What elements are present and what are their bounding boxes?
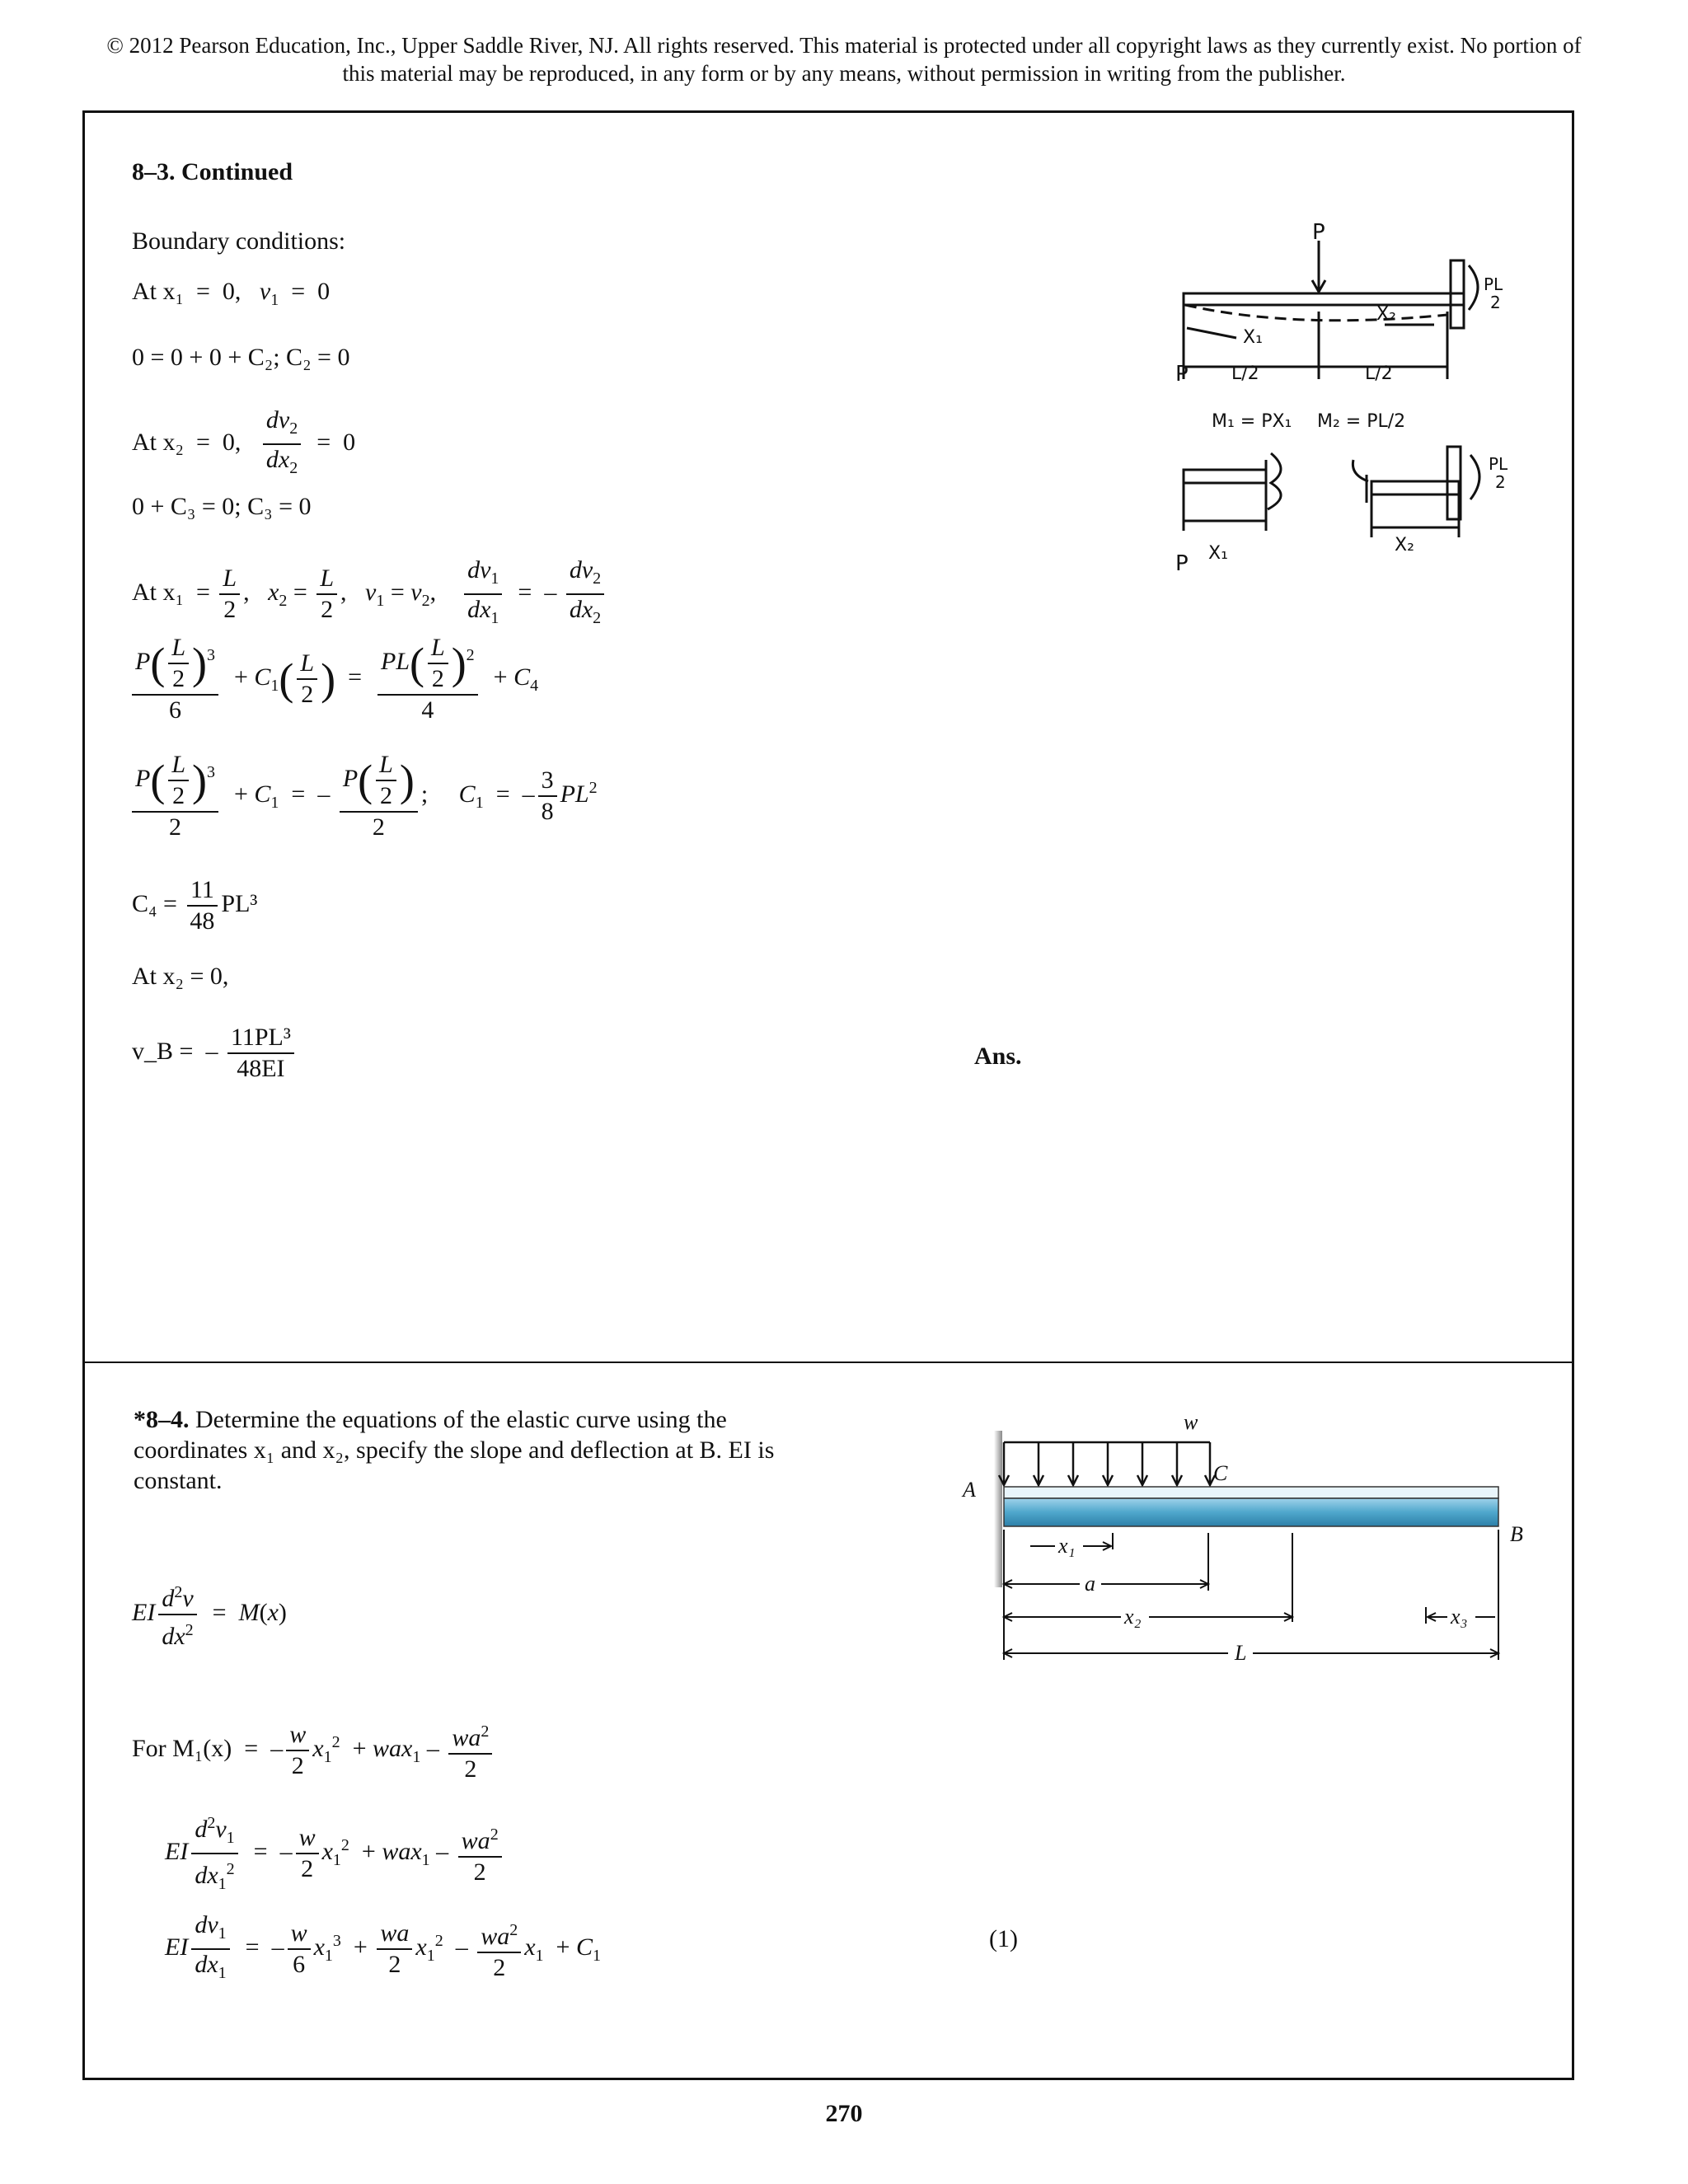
for-m1-label: For M₁(x) <box>132 1734 232 1762</box>
c3-equation: 0 + C₃ = 0; C₃ = 0 <box>132 493 312 520</box>
moment-m1-equation: For M₁(x) = – $\frac{w}{2}$ $x_1^2 + wax_1$ – $\frac{wa^2}{2}$ <box>132 1718 495 1783</box>
sketch-p-top: P <box>1312 223 1325 245</box>
sketch-x1-lower: X₁ <box>1208 543 1228 564</box>
c4-result <box>132 877 257 935</box>
beam-figure <box>948 1401 1550 1673</box>
bc4-equation: At x₂ = 0, <box>132 963 229 990</box>
c4-numerator: 11 <box>187 877 218 907</box>
vb-numerator: 11PL³ <box>227 1024 294 1054</box>
sketch-pl-den-lower: 2 <box>1495 472 1506 492</box>
beam <box>1004 1498 1498 1526</box>
copyright-notice: © 2012 Pearson Education, Inc., Upper Saddle River, NJ. All rights reserved. This material is protected under all copyright laws as they currently exist. No portion of this material may be reproduced, in any form or by any means, without permission in writing from the publisher. <box>106 33 1582 86</box>
label-a-point: A <box>963 1478 976 1502</box>
vb-lhs: v_B = <box>132 1037 194 1065</box>
free-body-sketch <box>1170 223 1558 585</box>
sketch-l2-right: L/2 <box>1365 363 1393 384</box>
elastic-curve-equation: EI $\frac{d^2v}{dx^2}$ = M(x) <box>132 1579 287 1650</box>
sketch-pl-num: PL <box>1484 274 1503 294</box>
continuity-equation-2: P( $\frac{L}{2}$ )$^3$ 2 + $C_1$ = – P( $\frac{L}{2}$ ) 2 ; $C_1$ = – $\frac{3}{8}$ $PL^2$ <box>129 752 598 841</box>
boundary-conditions-label: Boundary conditions: <box>132 227 346 255</box>
problem-number: *8–4. <box>134 1406 190 1433</box>
slope-equation: EI $\frac{dv_1}{dx_1}$ = – $\frac{w}{6}$ $x_1^3$ + $\frac{wa}{2}$ $x_1^2$ – $\frac{wa^2}{2}$ $x_1 + C_1$ <box>165 1911 601 1982</box>
label-c-point: C <box>1213 1461 1228 1485</box>
second-derivative-equation: EI $\frac{d^2v_1}{dx_1^2}$ = – $\frac{w}{2}$ $x_1^2 + wax_1$ – $\frac{wa^2}{2}$ <box>165 1810 505 1897</box>
sketch-m1: M₁ = PX₁ <box>1212 411 1292 432</box>
c4-tail: PL³ <box>221 889 258 917</box>
problem-text: Determine the equations of the elastic curve using the coordinates x₁ and x₂, specify the slope and deflection at B. EI is constant. <box>134 1406 775 1494</box>
bc1-equation: At x₁ = 0, $v_1 = 0$ <box>132 278 331 309</box>
c2-equation: 0 = 0 + 0 + C₂; C₂ = 0 <box>132 344 350 371</box>
sketch-x1: X₁ <box>1243 327 1263 348</box>
vb-result: v_B = – $\frac{\text{11PL³}}{48EI}$ <box>132 1024 298 1082</box>
problem-heading-8-3: 8–3. Continued <box>132 158 293 185</box>
label-l: L <box>1235 1641 1247 1665</box>
label-a-dim: a <box>1085 1572 1095 1596</box>
c4-denominator: 48 <box>190 907 215 935</box>
sketch-p-left2: P <box>1175 551 1189 576</box>
bc3-equation: At x₁ = $\frac{L}{2}$ , $x_2$ = $\frac{L}{2}$ , $v_1 = v_2$, $\frac{dv_1}{dx_1}$ = – $\frac{dv_2}{dx_2}$ <box>132 557 607 631</box>
c4-lhs: C₄ = <box>132 889 177 917</box>
bc2-label: At x₂ <box>132 428 184 456</box>
distributed-load <box>999 1442 1215 1485</box>
sketch-p-left: P <box>1175 362 1189 387</box>
fixed-support <box>994 1431 1002 1587</box>
sketch-pl-den: 2 <box>1490 293 1501 312</box>
sketch-m2: M₂ = PL/2 <box>1317 411 1406 432</box>
sketch-x2: X₂ <box>1376 304 1396 325</box>
bc3-label: At x₁ <box>132 578 184 606</box>
page-number: 270 <box>825 2100 863 2127</box>
sketch-x2-lower: X₂ <box>1395 535 1414 555</box>
label-x1: x₁ <box>1058 1534 1076 1558</box>
label-x3: x₃ <box>1451 1605 1468 1629</box>
sketch-l2-left: L/2 <box>1231 363 1259 384</box>
label-x2: x₂ <box>1124 1605 1142 1629</box>
problem-statement <box>134 1404 776 1496</box>
bc1-label: At x₁ <box>132 278 184 305</box>
sketch-pl-num-lower: PL <box>1489 454 1508 474</box>
continuity-equation-1: P( $\frac{L}{2}$ )$^3$ 6 + $C_1$( $\frac{L}{2}$ ) = PL( $\frac{L}{2}$ )$^2$ 4 + $C_4$ <box>129 635 538 724</box>
equation-number: (1) <box>989 1925 1018 1952</box>
label-b-point: B <box>1510 1522 1523 1546</box>
dimension-lines <box>1004 1530 1498 1660</box>
bc2-equation: At x₂ = 0, $\frac{dv_2}{dx_2}$ = 0 <box>132 406 356 477</box>
section-divider <box>82 1361 1574 1363</box>
answer-label: Ans. <box>974 1043 1022 1070</box>
label-w: w <box>1184 1410 1198 1434</box>
vb-denominator: 48EI <box>237 1055 285 1082</box>
